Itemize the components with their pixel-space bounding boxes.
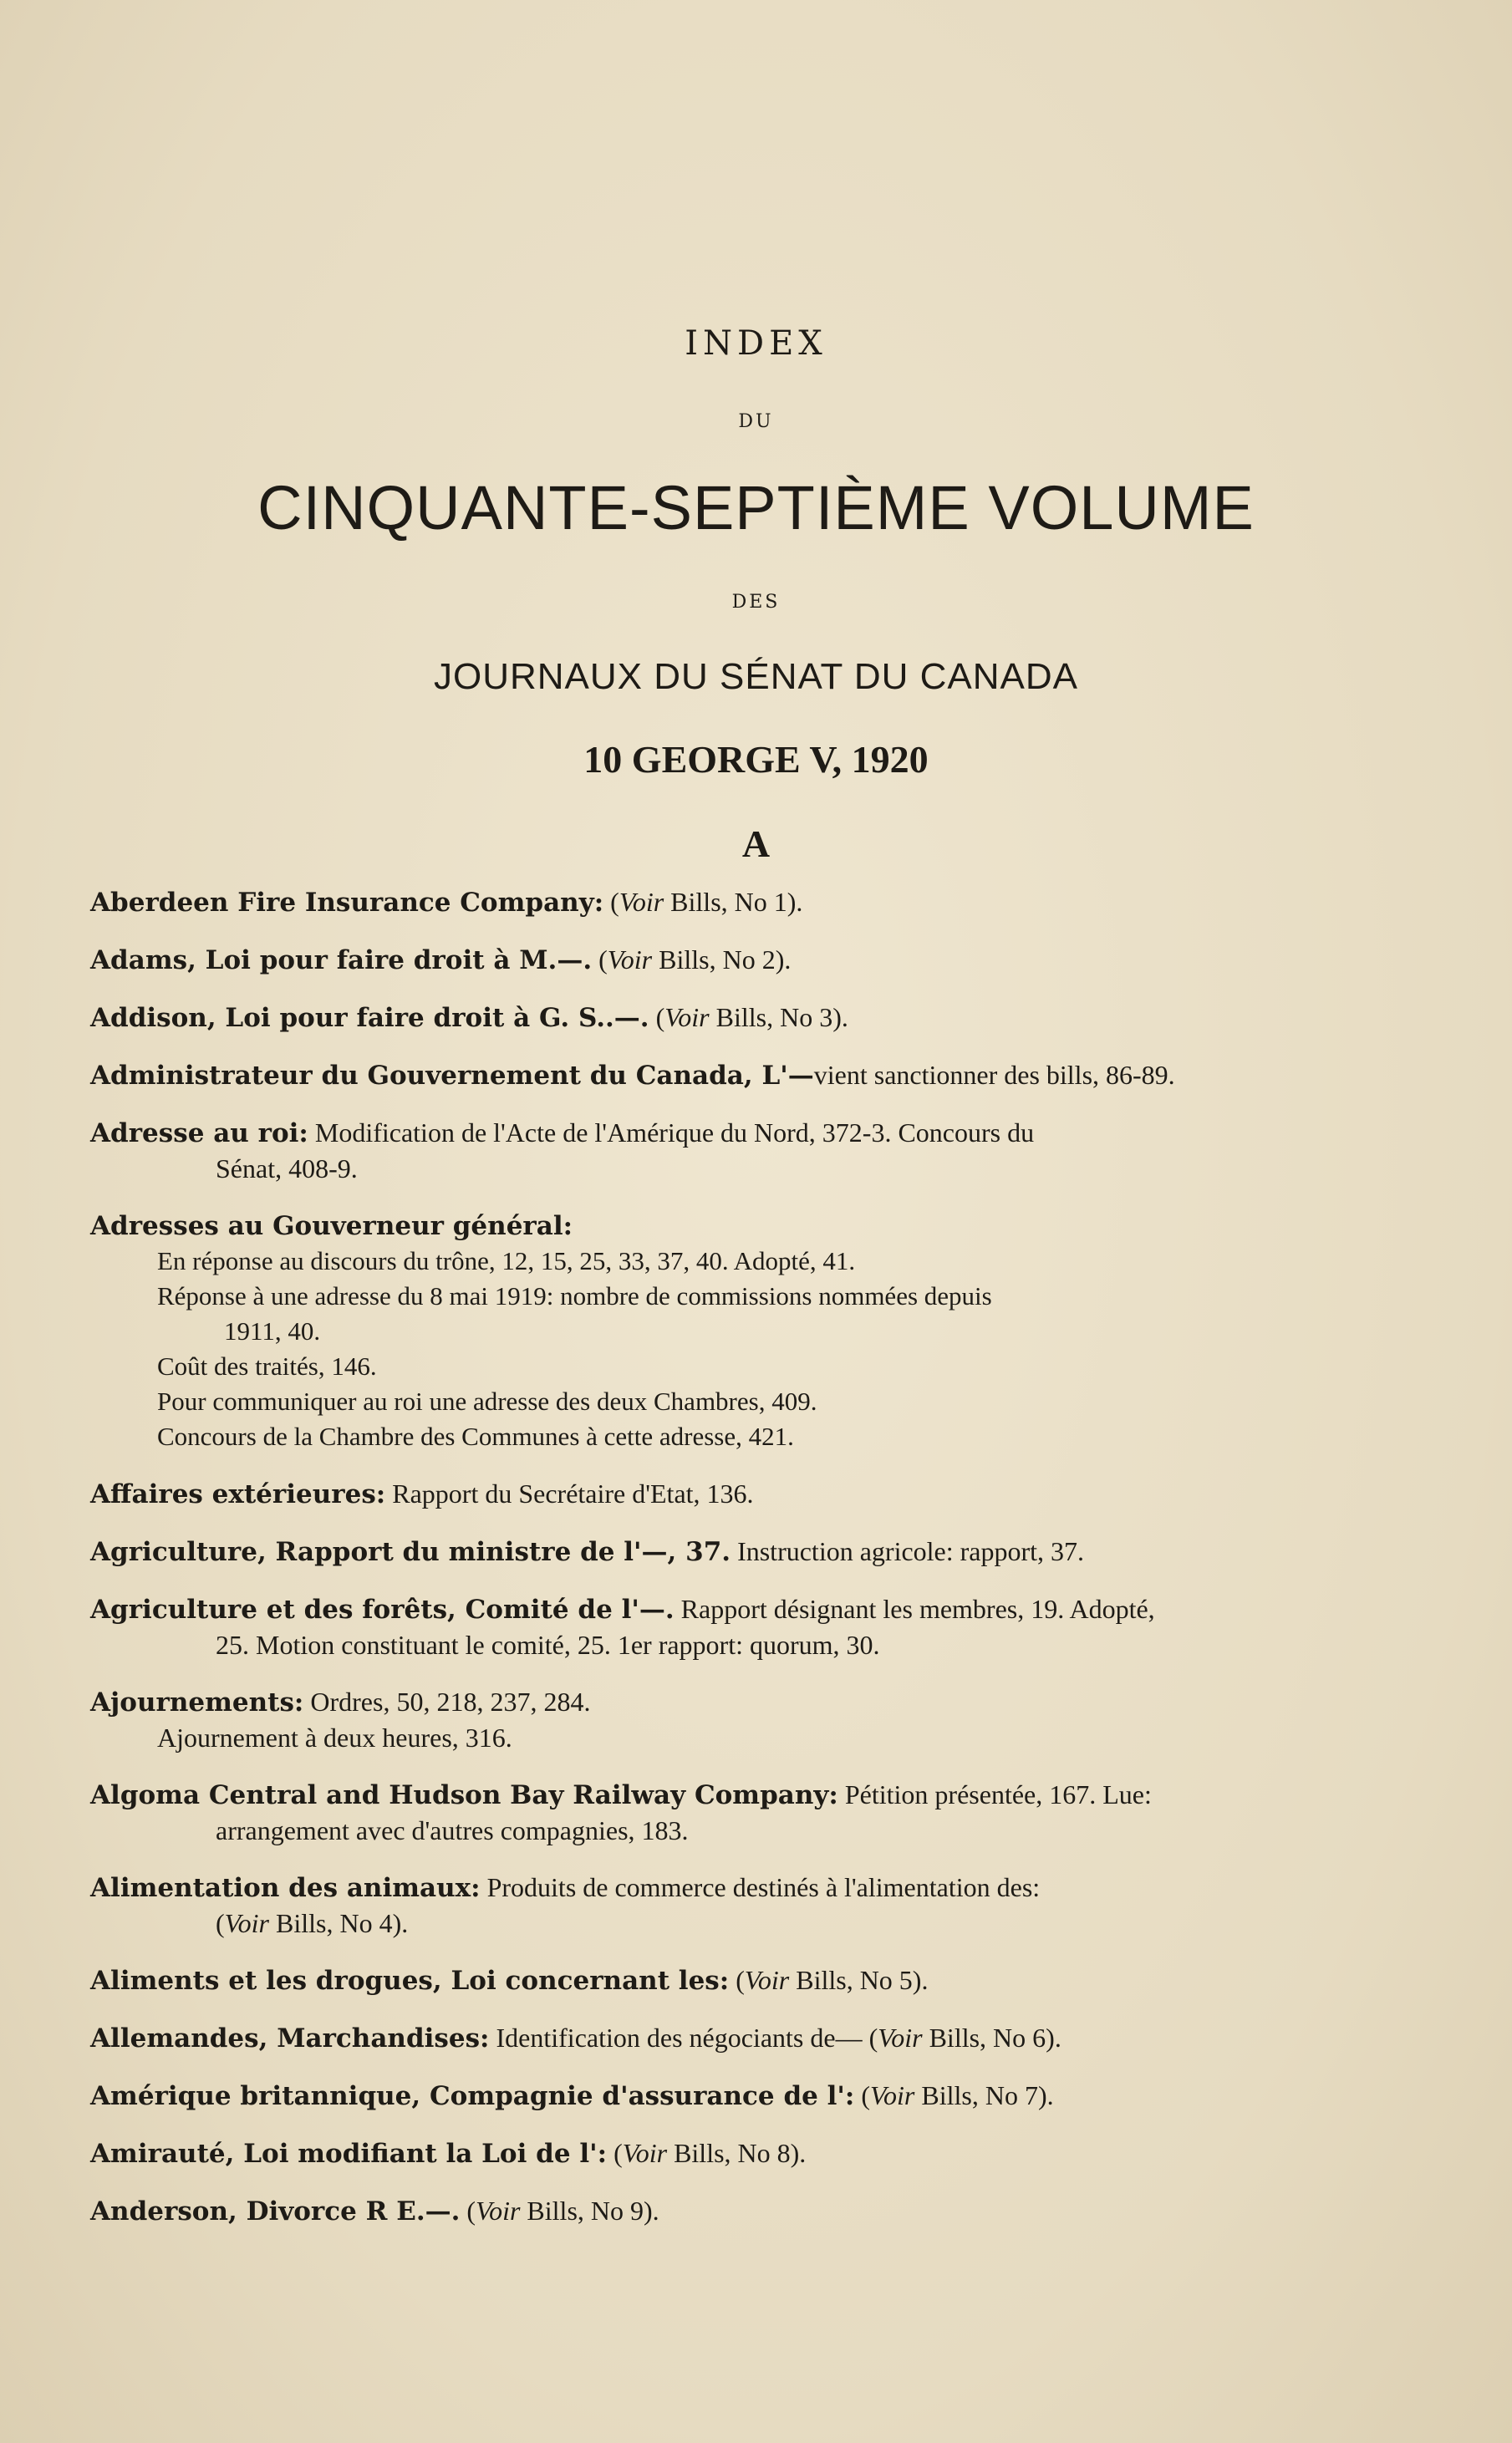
sub-entry-continuation: 1911, 40. <box>224 1316 321 1346</box>
voir-ref: Voir <box>224 1908 269 1938</box>
entry-heading: Agriculture, Rapport du ministre de l'—, 37. <box>90 1537 731 1567</box>
entry-heading: Ajournements: <box>90 1687 304 1718</box>
entry-heading: Amirauté, Loi modifiant la Loi de l': <box>90 2139 608 2169</box>
index-heading: INDEX <box>685 324 827 363</box>
index-entry <box>90 1591 1344 1662</box>
entry-body: Bills, No 2). <box>652 944 792 975</box>
entry-body: Instruction agricole: rapport, 37. <box>731 1536 1085 1566</box>
entry-body: Bills, No 7). <box>914 2080 1054 2110</box>
voir-ref: Voir <box>622 2138 668 2168</box>
index-entry <box>90 2078 1344 2114</box>
index-entries <box>90 884 1344 2251</box>
entry-heading: Aliments et les drogues, Loi concernant les: <box>90 1966 730 1996</box>
index-entry <box>90 1115 1344 1186</box>
entry-heading: Alimentation des animaux: <box>90 1873 481 1903</box>
entry-body: Ordres, 50, 218, 237, 284. <box>303 1687 591 1717</box>
reign-year: 10 GEORGE V, 1920 <box>583 738 929 781</box>
index-entry <box>90 1534 1344 1570</box>
entry-pre: ( <box>729 1965 745 1995</box>
entry-continuation: arrangement avec d'autres compagnies, 183. <box>216 1815 689 1845</box>
voir-ref: Voir <box>870 2080 915 2110</box>
entry-pre: ( <box>607 2138 623 2168</box>
entry-heading: Addison, Loi pour faire droit à G. S..—. <box>90 1003 649 1033</box>
index-entry <box>90 2020 1344 2056</box>
voir-ref: Voir <box>744 1965 790 1995</box>
index-entry <box>90 1208 1344 1454</box>
entry-body: Identification des négociants de— ( <box>489 2023 878 2053</box>
entry-heading: Affaires extérieures: <box>90 1479 386 1509</box>
index-entry <box>90 1777 1344 1848</box>
entry-pre: ( <box>592 944 608 975</box>
index-entry <box>90 2193 1344 2229</box>
entry-body: Bills, No 3). <box>709 1002 848 1032</box>
voir-ref: Voir <box>619 887 664 917</box>
index-entry <box>90 1684 1344 1755</box>
index-entry <box>90 884 1344 920</box>
entry-heading: Aberdeen Fire Insurance Company: <box>90 888 604 918</box>
entry-body: Rapport désignant les membres, 19. Adopté, <box>674 1594 1155 1624</box>
sub-entry: Réponse à une adresse du 8 mai 1919: nombre de commissions nommées depuis <box>157 1281 992 1311</box>
voir-ref: Voir <box>476 2196 521 2226</box>
index-entry <box>90 1476 1344 1512</box>
entry-body: Modification de l'Acte de l'Amérique du Nord, 372-3. Concours du <box>308 1117 1035 1148</box>
entry-heading: Adams, Loi pour faire droit à M.—. <box>90 945 593 975</box>
voir-ref: Voir <box>607 944 653 975</box>
entry-continuation: Sénat, 408-9. <box>216 1153 358 1183</box>
entry-continuation: 25. Motion constituant le comité, 25. 1er rapport: quorum, 30. <box>216 1630 880 1660</box>
journaux-title: JOURNAUX DU SÉNAT DU CANADA <box>433 656 1079 697</box>
entry-continuation: Ajournement à deux heures, 316. <box>157 1723 512 1753</box>
entry-body: Bills, No 6). <box>922 2023 1061 2053</box>
entry-body: Bills, No 9). <box>520 2196 659 2226</box>
index-entry <box>90 1962 1344 1998</box>
sub-entries <box>90 1244 1344 1454</box>
entry-body: Bills, No 8). <box>667 2138 807 2168</box>
entry-pre: ( <box>854 2080 871 2110</box>
voir-ref: Voir <box>878 2023 923 2053</box>
index-entry <box>90 2135 1344 2171</box>
index-entry <box>90 942 1344 978</box>
sub-entry: Coût des traités, 146. <box>157 1351 377 1381</box>
entry-heading: Adresses au Gouverneur général: <box>90 1211 573 1241</box>
entry-heading: Amérique britannique, Compagnie d'assurance de l': <box>90 2081 855 2111</box>
des-subheading: DES <box>731 592 781 613</box>
sub-entry: En réponse au discours du trône, 12, 15, 25, 33, 37, 40. Adopté, 41. <box>157 1246 856 1275</box>
index-entry <box>90 1000 1344 1036</box>
entry-heading: Algoma Central and Hudson Bay Railway Company: <box>90 1780 838 1810</box>
entry-heading: Agriculture et des forêts, Comité de l'—. <box>90 1595 675 1625</box>
entry-body: Bills, No 4). <box>269 1908 409 1938</box>
sub-entry: Concours de la Chambre des Communes à cette adresse, 421. <box>157 1422 794 1451</box>
entry-body: Rapport du Secrétaire d'Etat, 136. <box>385 1479 754 1509</box>
section-letter: A <box>741 822 771 865</box>
voir-ref: Voir <box>664 1002 710 1032</box>
entry-body: Bills, No 1). <box>664 887 803 917</box>
volume-title: CINQUANTE-SEPTIÈME VOLUME <box>257 473 1255 542</box>
entry-pre: ( <box>603 887 619 917</box>
entry-heading: Anderson, Divorce R E.—. <box>90 2196 461 2227</box>
entry-continuation <box>90 1906 1344 1941</box>
entry-heading: Adresse au roi: <box>90 1118 308 1148</box>
index-entry <box>90 1057 1344 1093</box>
entry-body: Bills, No 5). <box>789 1965 929 1995</box>
index-entry <box>90 1870 1344 1941</box>
sub-entry: Pour communiquer au roi une adresse des deux Chambres, 409. <box>157 1387 817 1416</box>
du-subheading: DU <box>738 411 774 432</box>
entry-heading: Administrateur du Gouvernement du Canada, L'— <box>90 1061 814 1091</box>
entry-body: Pétition présentée, 167. Lue: <box>837 1779 1152 1809</box>
entry-pre: ( <box>649 1002 665 1032</box>
entry-body: vient sanctionner des bills, 86-89. <box>813 1060 1175 1090</box>
entry-pre: ( <box>460 2196 476 2226</box>
entry-body: Produits de commerce destinés à l'alimentation des: <box>480 1872 1041 1902</box>
entry-heading: Allemandes, Marchandises: <box>90 2023 490 2054</box>
entry-pre: ( <box>216 1908 225 1938</box>
